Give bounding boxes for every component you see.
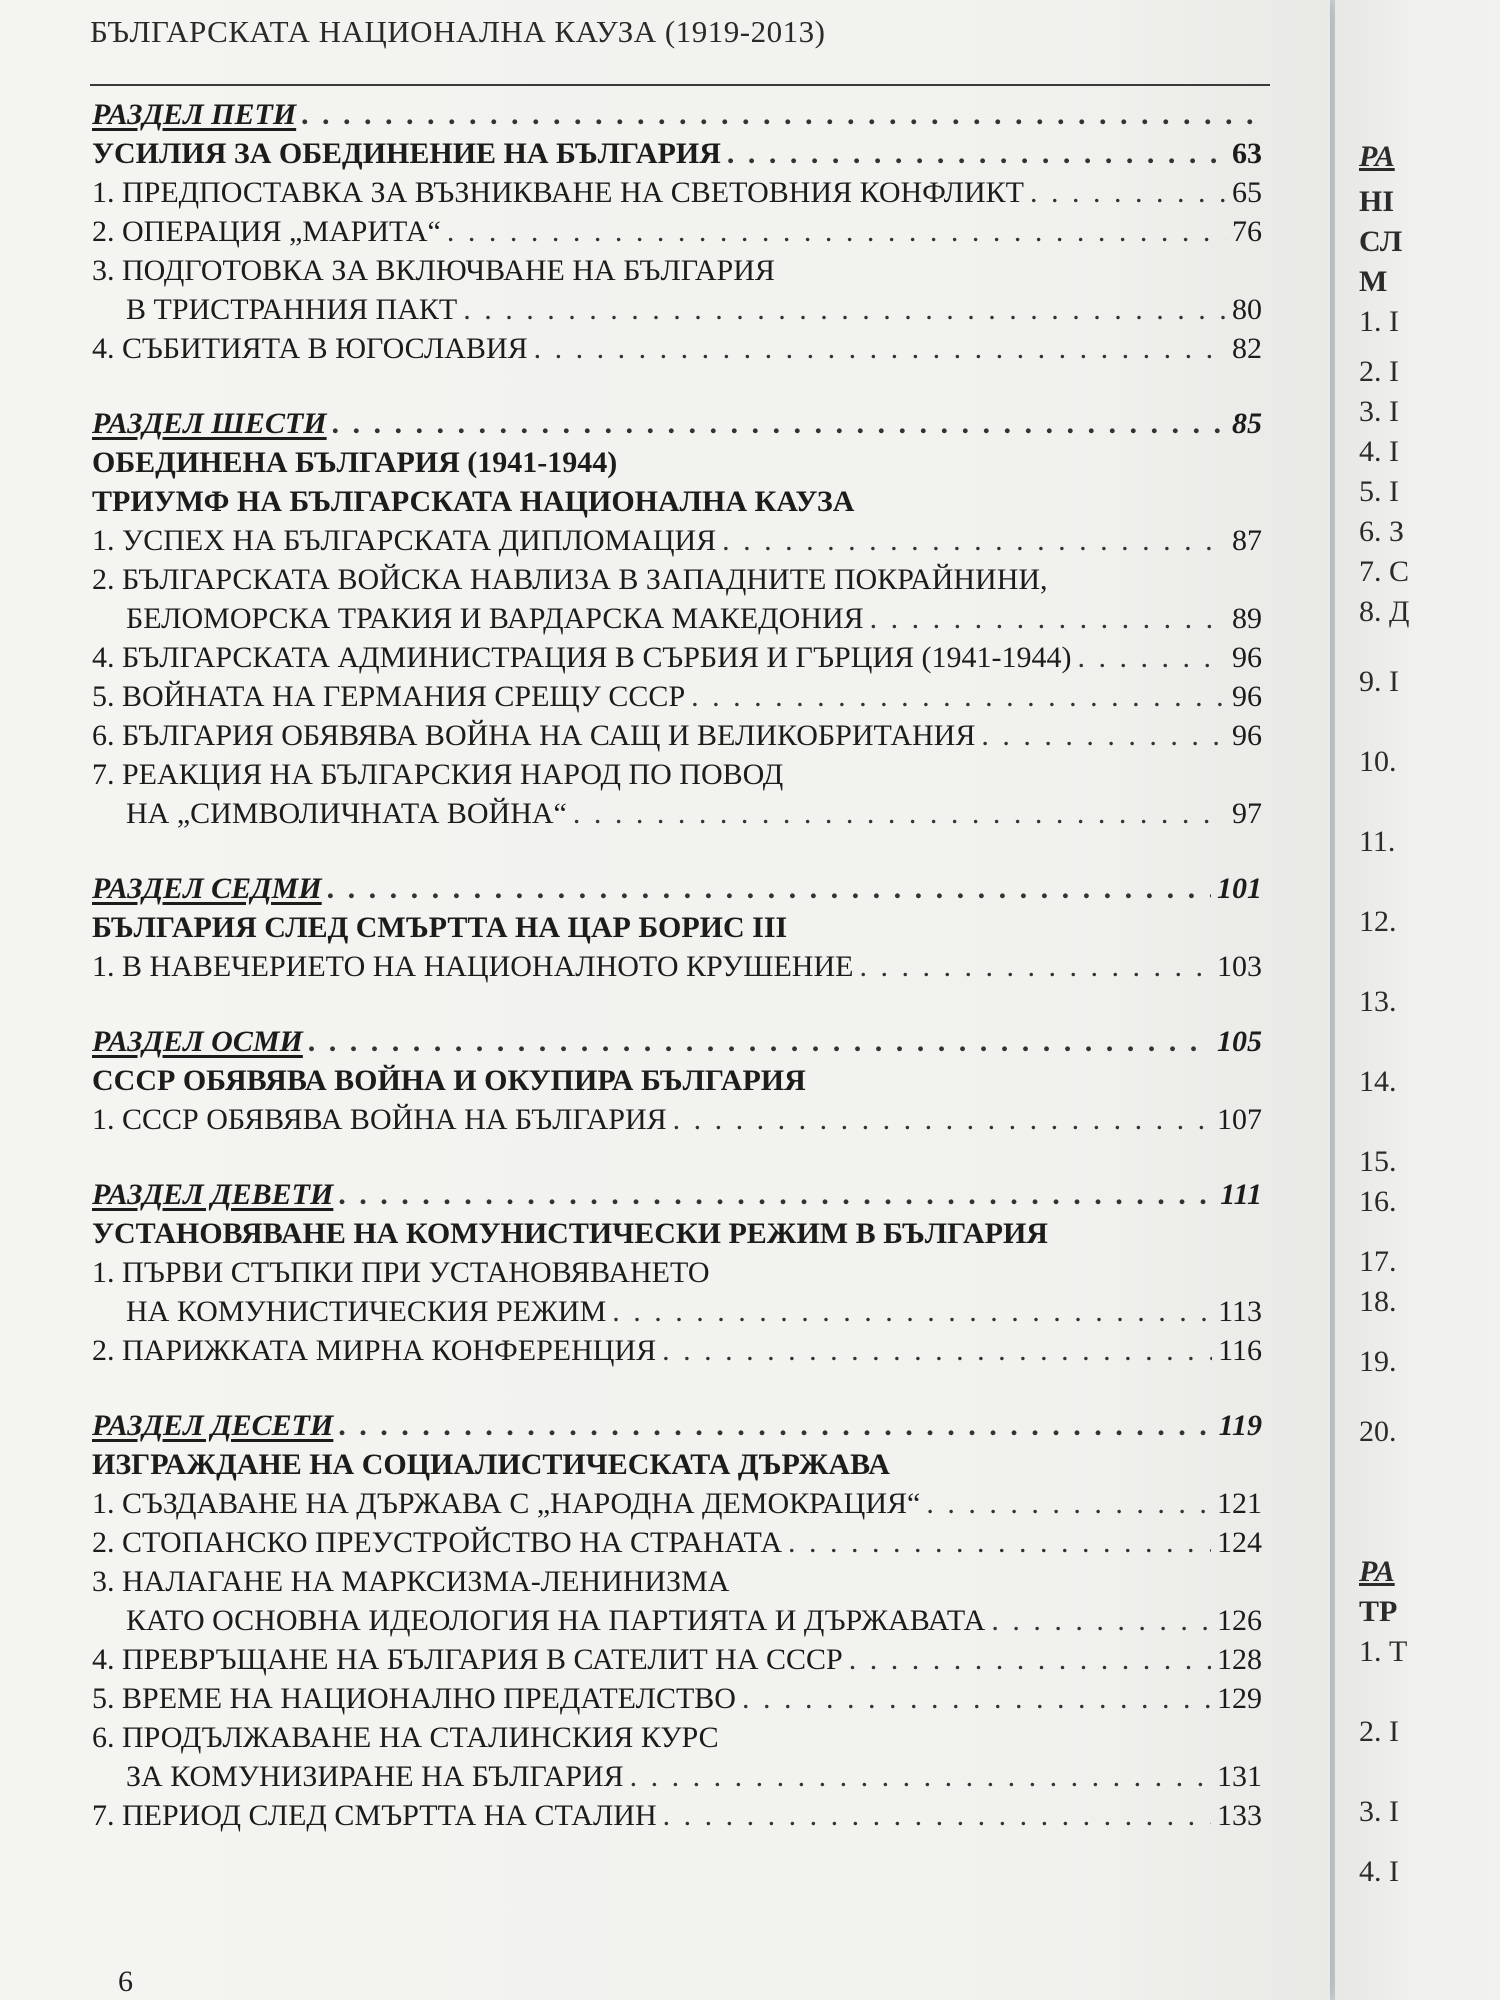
toc-entry-text: 3. ПОДГОТОВКА ЗА ВКЛЮЧВАНЕ НА БЪЛГАРИЯ <box>92 254 775 287</box>
adjacent-page-fragment: 11. <box>1359 825 1396 858</box>
adjacent-page-fragment: 6. З <box>1359 515 1405 548</box>
toc-entry-page: 126 <box>1217 1604 1262 1637</box>
section-heading-text: УСИЛИЯ ЗА ОБЕДИНЕНИЕ НА БЪЛГАРИЯ <box>92 137 721 170</box>
toc-entry-text: 7. ПЕРИОД СЛЕД СМЪРТТА НА СТАЛИН <box>92 1799 657 1832</box>
toc-entry-page: 96 <box>1232 680 1262 713</box>
toc-entry-text: 4. ПРЕВРЪЩАНЕ НА БЪЛГАРИЯ В САТЕЛИТ НА СССР <box>92 1643 843 1676</box>
toc-entry-page: 89 <box>1232 602 1262 635</box>
section-label <box>92 95 1262 134</box>
dot-leader <box>662 1331 1212 1370</box>
toc-entry <box>92 1253 1262 1292</box>
section-heading <box>92 1214 1262 1253</box>
toc-entry <box>92 173 1262 212</box>
adjacent-page-fragment: 4. І <box>1359 435 1399 468</box>
toc-entry-text: 1. ПЪРВИ СТЪПКИ ПРИ УСТАНОВЯВАНЕТО <box>92 1256 710 1289</box>
toc-entry <box>92 290 1262 329</box>
toc-entry <box>92 1601 1262 1640</box>
section-label-page: 111 <box>1220 1178 1262 1211</box>
toc-entry <box>92 1484 1262 1523</box>
dot-leader <box>447 212 1226 251</box>
toc-entry-text: В ТРИСТРАННИЯ ПАКТ <box>126 293 458 326</box>
toc-entry-text: 1. УСПЕХ НА БЪЛГАРСКАТА ДИПЛОМАЦИЯ <box>92 524 717 557</box>
section-heading-text: ОБЕДИНЕНА БЪЛГАРИЯ (1941-1944) <box>92 446 618 479</box>
toc-entry-page: 121 <box>1217 1487 1262 1520</box>
adjacent-page-fragment: 9. І <box>1359 665 1399 698</box>
toc-entry-page: 76 <box>1232 215 1262 248</box>
toc-section <box>92 1175 1262 1370</box>
adjacent-page-fragment: 12. <box>1359 905 1397 938</box>
adjacent-page-fragment: 8. Д <box>1359 595 1410 628</box>
toc-entry-page: 103 <box>1217 950 1262 983</box>
dot-leader <box>788 1523 1211 1562</box>
section-label-text: РАЗДЕЛ СЕДМИ <box>92 872 322 905</box>
toc-entry-page: 107 <box>1217 1103 1262 1136</box>
dot-leader <box>463 290 1226 329</box>
section-label-page: 85 <box>1232 407 1262 440</box>
toc-entry <box>92 947 1262 986</box>
section-heading-page: 63 <box>1232 137 1262 170</box>
dot-leader <box>981 716 1226 755</box>
toc-entry <box>92 1523 1262 1562</box>
adjacent-page-fragment: 17. <box>1359 1245 1397 1278</box>
toc-entry <box>92 794 1262 833</box>
dot-leader <box>1078 638 1226 677</box>
section-heading-text: ИЗГРАЖДАНЕ НА СОЦИАЛИСТИЧЕСКАТА ДЪРЖАВА <box>92 1448 890 1481</box>
adjacent-page-fragment: НІ <box>1359 185 1395 218</box>
dot-leader <box>870 599 1226 638</box>
toc-entry-text: 1. В НАВЕЧЕРИЕТО НА НАЦИОНАЛНОТО КРУШЕНИЕ <box>92 950 854 983</box>
toc-entry-page: 131 <box>1217 1760 1262 1793</box>
header-rule <box>90 84 1270 86</box>
toc-entry <box>92 329 1262 368</box>
toc-section <box>92 95 1262 368</box>
dot-leader <box>333 404 1226 443</box>
toc-entry-text: БЕЛОМОРСКА ТРАКИЯ И ВАРДАРСКА МАКЕДОНИЯ <box>126 602 864 635</box>
section-heading-text: БЪЛГАРИЯ СЛЕД СМЪРТТА НА ЦАР БОРИС III <box>92 911 788 944</box>
toc-entry <box>92 1331 1262 1370</box>
section-heading-text: ТРИУМФ НА БЪЛГАРСКАТА НАЦИОНАЛНА КАУЗА <box>92 485 855 518</box>
adjacent-page-fragment: РА <box>1359 140 1395 173</box>
toc-entry-text: 1. СССР ОБЯВЯВА ВОЙНА НА БЪЛГАРИЯ <box>92 1103 667 1136</box>
section-heading <box>92 482 1262 521</box>
adjacent-page-fragment: 2. І <box>1359 1715 1399 1748</box>
toc-entry <box>92 1679 1262 1718</box>
adjacent-page-fragment: 13. <box>1359 985 1397 1018</box>
dot-leader <box>339 1406 1212 1445</box>
section-label <box>92 869 1262 908</box>
toc-entry-text: 1. СЪЗДАВАНЕ НА ДЪРЖАВА С „НАРОДНА ДЕМОКРАЦИЯ“ <box>92 1487 921 1520</box>
section-label <box>92 1175 1262 1214</box>
section-label-text: РАЗДЕЛ ДЕСЕТИ <box>92 1409 334 1442</box>
toc-entry <box>92 1718 1262 1757</box>
page-number: 6 <box>118 1965 133 1998</box>
section-heading-text: СССР ОБЯВЯВА ВОЙНА И ОКУПИРА БЪЛГАРИЯ <box>92 1064 806 1097</box>
toc-entry <box>92 212 1262 251</box>
adjacent-page-fragment: 5. І <box>1359 475 1399 508</box>
adjacent-page-fragment: 1. І <box>1359 305 1399 338</box>
section-heading <box>92 1061 1262 1100</box>
section-label-page: 119 <box>1218 1409 1262 1442</box>
section-label <box>92 1406 1262 1445</box>
dot-leader <box>328 869 1211 908</box>
adjacent-page-fragment: РА <box>1359 1555 1395 1588</box>
toc-entry-text: КАТО ОСНОВНА ИДЕОЛОГИЯ НА ПАРТИЯТА И ДЪРЖАВАТА <box>126 1604 986 1637</box>
adjacent-page-fragment: 15. <box>1359 1145 1397 1178</box>
dot-leader <box>663 1796 1211 1835</box>
toc-entry-page: 96 <box>1232 641 1262 674</box>
toc-entry-text: 4. СЪБИТИЯТА В ЮГОСЛАВИЯ <box>92 332 528 365</box>
adjacent-page-fragment: СЛ <box>1359 225 1403 258</box>
adjacent-page-fragment: 14. <box>1359 1065 1397 1098</box>
toc-entry-text: 2. СТОПАНСКО ПРЕУСТРОЙСТВО НА СТРАНАТА <box>92 1526 783 1559</box>
dot-leader <box>339 1175 1214 1214</box>
section-heading <box>92 134 1262 173</box>
adjacent-page-fragment: 16. <box>1359 1185 1397 1218</box>
toc-entry-text: НА „СИМВОЛИЧНАТА ВОЙНА“ <box>126 797 567 830</box>
dot-leader <box>991 1601 1211 1640</box>
toc-entry-page: 128 <box>1217 1643 1262 1676</box>
toc-entry-text: 2. БЪЛГАРСКАТА ВОЙСКА НАВЛИЗА В ЗАПАДНИТЕ ПОКРАЙНИНИ, <box>92 563 1048 596</box>
toc-entry-text: 6. ПРОДЪЛЖАВАНЕ НА СТАЛИНСКИЯ КУРС <box>92 1721 719 1754</box>
toc-entry <box>92 716 1262 755</box>
toc-entry-page: 113 <box>1218 1295 1262 1328</box>
toc-entry <box>92 521 1262 560</box>
toc-entry <box>92 1100 1262 1139</box>
adjacent-page-fragment: 1. Т <box>1359 1635 1408 1668</box>
dot-leader <box>742 1679 1211 1718</box>
adjacent-page-fragment: ТР <box>1359 1595 1398 1628</box>
adjacent-page-fragment: 3. І <box>1359 395 1399 428</box>
adjacent-page-edge <box>1335 0 1500 2000</box>
dot-leader <box>573 794 1226 833</box>
dot-leader <box>534 329 1226 368</box>
adjacent-page-fragment: 19. <box>1359 1345 1397 1378</box>
toc-entry-page: 87 <box>1232 524 1262 557</box>
dot-leader <box>926 1484 1211 1523</box>
dot-leader <box>630 1757 1211 1796</box>
dot-leader <box>859 947 1211 986</box>
toc-entry-text: 2. ПАРИЖКАТА МИРНА КОНФЕРЕНЦИЯ <box>92 1334 657 1367</box>
section-label-text: РАЗДЕЛ ШЕСТИ <box>92 407 327 440</box>
adjacent-page-fragment: 4. І <box>1359 1855 1399 1888</box>
toc-section <box>92 869 1262 986</box>
toc-entry <box>92 1757 1262 1796</box>
toc-entry-page: 97 <box>1232 797 1262 830</box>
toc-entry <box>92 638 1262 677</box>
adjacent-page-fragment: 20. <box>1359 1415 1397 1448</box>
toc-entry-page: 124 <box>1217 1526 1262 1559</box>
dot-leader <box>722 521 1226 560</box>
toc-entry-page: 65 <box>1232 176 1262 209</box>
toc-entry-page: 82 <box>1232 332 1262 365</box>
section-heading-text: УСТАНОВЯВАНЕ НА КОМУНИСТИЧЕСКИ РЕЖИМ В БЪЛГАРИЯ <box>92 1217 1048 1250</box>
toc-entry-text: 7. РЕАКЦИЯ НА БЪЛГАРСКИЯ НАРОД ПО ПОВОД <box>92 758 784 791</box>
toc-entry-page: 80 <box>1232 293 1262 326</box>
section-label-text: РАЗДЕЛ ПЕТИ <box>92 98 297 131</box>
adjacent-page-fragment: 2. І <box>1359 355 1399 388</box>
dot-leader <box>309 1022 1211 1061</box>
dot-leader <box>691 677 1226 716</box>
toc-entry-page: 116 <box>1218 1334 1262 1367</box>
section-label <box>92 1022 1262 1061</box>
toc-entry-text: 3. НАЛАГАНЕ НА МАРКСИЗМА-ЛЕНИНИЗМА <box>92 1565 730 1598</box>
section-label-text: РАЗДЕЛ ДЕВЕТИ <box>92 1178 334 1211</box>
toc-entry-text: ЗА КОМУНИЗИРАНЕ НА БЪЛГАРИЯ <box>126 1760 624 1793</box>
toc-entry <box>92 1562 1262 1601</box>
toc-entry <box>92 599 1262 638</box>
toc-section <box>92 1022 1262 1139</box>
section-heading <box>92 443 1262 482</box>
toc-entry <box>92 677 1262 716</box>
section-heading <box>92 908 1262 947</box>
dot-leader <box>612 1292 1212 1331</box>
toc-entry-text: НА КОМУНИСТИЧЕСКИЯ РЕЖИМ <box>126 1295 607 1328</box>
section-label-page: 101 <box>1217 872 1262 905</box>
adjacent-page-fragment: М <box>1359 265 1388 298</box>
dot-leader <box>673 1100 1211 1139</box>
toc-entry-text: 1. ПРЕДПОСТАВКА ЗА ВЪЗНИКВАНЕ НА СВЕТОВНИЯ КОНФЛИКТ <box>92 176 1024 209</box>
toc-entry <box>92 560 1262 599</box>
toc-entry-page: 96 <box>1232 719 1262 752</box>
adjacent-page-fragment: 7. С <box>1359 555 1410 588</box>
adjacent-page-fragment: 3. І <box>1359 1795 1399 1828</box>
dot-leader <box>1030 173 1226 212</box>
adjacent-page-fragment: 18. <box>1359 1285 1397 1318</box>
toc-entry-text: 5. ВРЕМЕ НА НАЦИОНАЛНО ПРЕДАТЕЛСТВО <box>92 1682 736 1715</box>
toc-entry-page: 129 <box>1217 1682 1262 1715</box>
table-of-contents <box>92 95 1262 1871</box>
toc-entry-text: 5. ВОЙНАТА НА ГЕРМАНИЯ СРЕЩУ СССР <box>92 680 686 713</box>
section-heading <box>92 1445 1262 1484</box>
toc-entry-page: 133 <box>1217 1799 1262 1832</box>
dot-leader <box>727 134 1226 173</box>
toc-entry <box>92 1796 1262 1835</box>
dot-leader <box>849 1640 1211 1679</box>
toc-entry-text: 6. БЪЛГАРИЯ ОБЯВЯВА ВОЙНА НА САЩ И ВЕЛИКОБРИТАНИЯ <box>92 719 976 752</box>
adjacent-page-fragment: 10. <box>1359 745 1397 778</box>
dot-leader <box>302 95 1256 134</box>
toc-entry-text: 2. ОПЕРАЦИЯ „МАРИТА“ <box>92 215 441 248</box>
section-label <box>92 404 1262 443</box>
toc-entry <box>92 1292 1262 1331</box>
section-label-page: 105 <box>1217 1025 1262 1058</box>
toc-entry <box>92 755 1262 794</box>
toc-entry <box>92 1640 1262 1679</box>
toc-section <box>92 404 1262 833</box>
toc-entry-text: 4. БЪЛГАРСКАТА АДМИНИСТРАЦИЯ В СЪРБИЯ И ГЪРЦИЯ (1941-1944) <box>92 641 1072 674</box>
section-label-text: РАЗДЕЛ ОСМИ <box>92 1025 303 1058</box>
toc-entry <box>92 251 1262 290</box>
toc-section <box>92 1406 1262 1835</box>
running-header: БЪЛГАРСКАТА НАЦИОНАЛНА КАУЗА (1919-2013) <box>90 14 826 49</box>
